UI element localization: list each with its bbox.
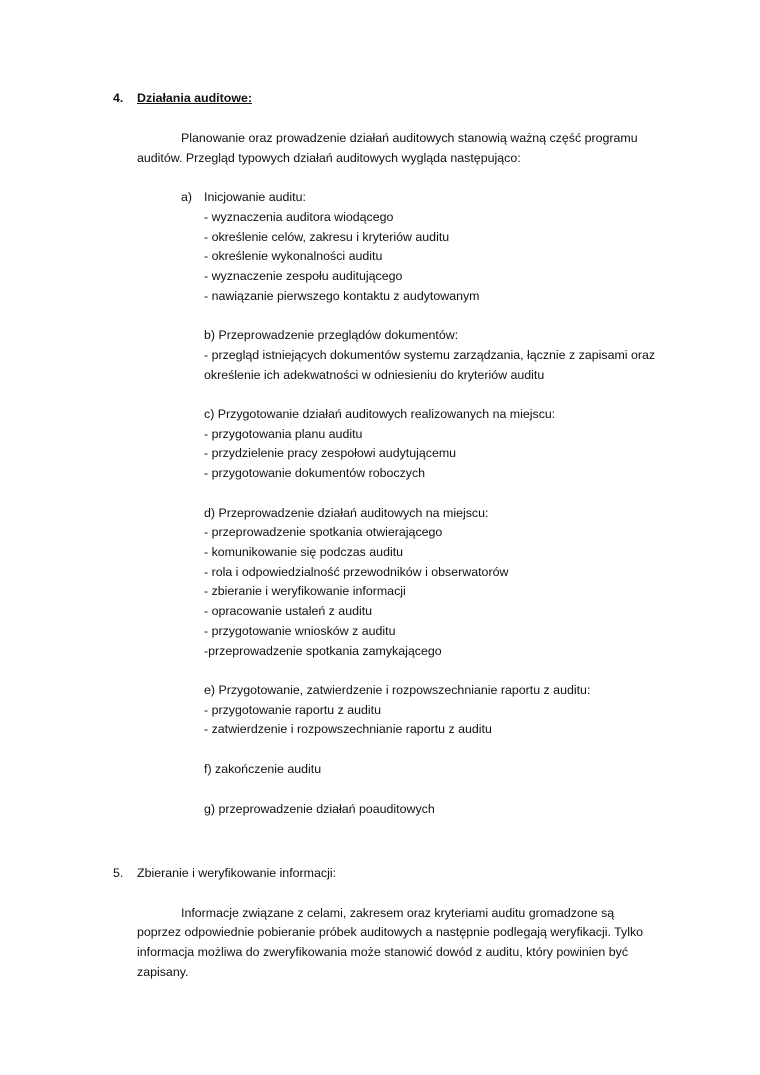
section-5-paragraph-line-2: poprzez odpowiednie pobieranie próbek auditowych a następnie podlegają weryfikacji. Tylko (137, 925, 644, 939)
list-d-item: - komunikowanie się podczas auditu (204, 545, 404, 559)
list-d-item: - opracowanie ustaleń z auditu (204, 604, 373, 618)
list-a-item: - nawiązanie pierwszego kontaktu z audytowanym (204, 289, 480, 303)
list-g-title: g) przeprowadzenie działań poauditowych (204, 802, 435, 816)
section-5-title: Zbieranie i weryfikowanie informacji: (137, 866, 337, 880)
list-d-item: - przygotowanie wniosków z auditu (204, 624, 396, 638)
section-5-paragraph-line-3: informacja możliwa do zweryfikowania może stanowić dowód z auditu, który powinien być (137, 945, 629, 959)
section-4-intro-line-1: Planowanie oraz prowadzenie działań auditowych stanowią ważną część programu (181, 131, 638, 145)
list-b-item: - przegląd istniejących dokumentów systemu zarządzania, łącznie z zapisami oraz (204, 348, 656, 362)
list-d-item: -przeprowadzenie spotkania zamykającego (204, 644, 442, 658)
list-a-item: - określenie wykonalności auditu (204, 249, 383, 263)
list-a-item: - określenie celów, zakresu i kryteriów auditu (204, 230, 450, 244)
list-d-item: - rola i odpowiedzialność przewodników i obserwatorów (204, 565, 509, 579)
list-a-item: - wyznaczenia auditora wiodącego (204, 210, 394, 224)
list-a-marker: a) (181, 190, 193, 204)
list-e-item: - przygotowanie raportu z auditu (204, 703, 382, 717)
list-e-item: - zatwierdzenie i rozpowszechnianie raportu z auditu (204, 722, 492, 736)
list-e-title: e) Przygotowanie, zatwierdzenie i rozpowszechnianie raportu z auditu: (204, 683, 591, 697)
section-5-number: 5. (113, 866, 124, 880)
section-4-number: 4. (113, 91, 124, 105)
section-5-paragraph-line-4: zapisany. (137, 965, 189, 979)
list-b-title: b) Przeprowadzenie przeglądów dokumentów: (204, 328, 459, 342)
list-d-item: - przeprowadzenie spotkania otwierającego (204, 525, 443, 539)
list-c-item: - przydzielenie pracy zespołowi audytującemu (204, 446, 457, 460)
list-c-title: c) Przygotowanie działań auditowych realizowanych na miejscu: (204, 407, 556, 421)
list-a-item: - wyznaczenie zespołu auditującego (204, 269, 403, 283)
section-5-paragraph-line-1: Informacje związane z celami, zakresem oraz kryteriami auditu gromadzone są (181, 906, 615, 920)
list-c-item: - przygotowanie dokumentów roboczych (204, 466, 426, 480)
section-4-intro-line-2: auditów. Przegląd typowych działań auditowych wygląda następująco: (137, 151, 521, 165)
list-b-item: określenie ich adekwatności w odniesieniu do kryteriów auditu (204, 368, 545, 382)
list-d-title: d) Przeprowadzenie działań auditowych na miejscu: (204, 506, 489, 520)
list-a-title: Inicjowanie auditu: (204, 190, 306, 204)
list-c-item: - przygotowania planu auditu (204, 427, 363, 441)
section-4-title: Działania auditowe: (137, 91, 252, 105)
list-f-title: f) zakończenie auditu (204, 762, 322, 776)
list-d-item: - zbieranie i weryfikowanie informacji (204, 584, 406, 598)
